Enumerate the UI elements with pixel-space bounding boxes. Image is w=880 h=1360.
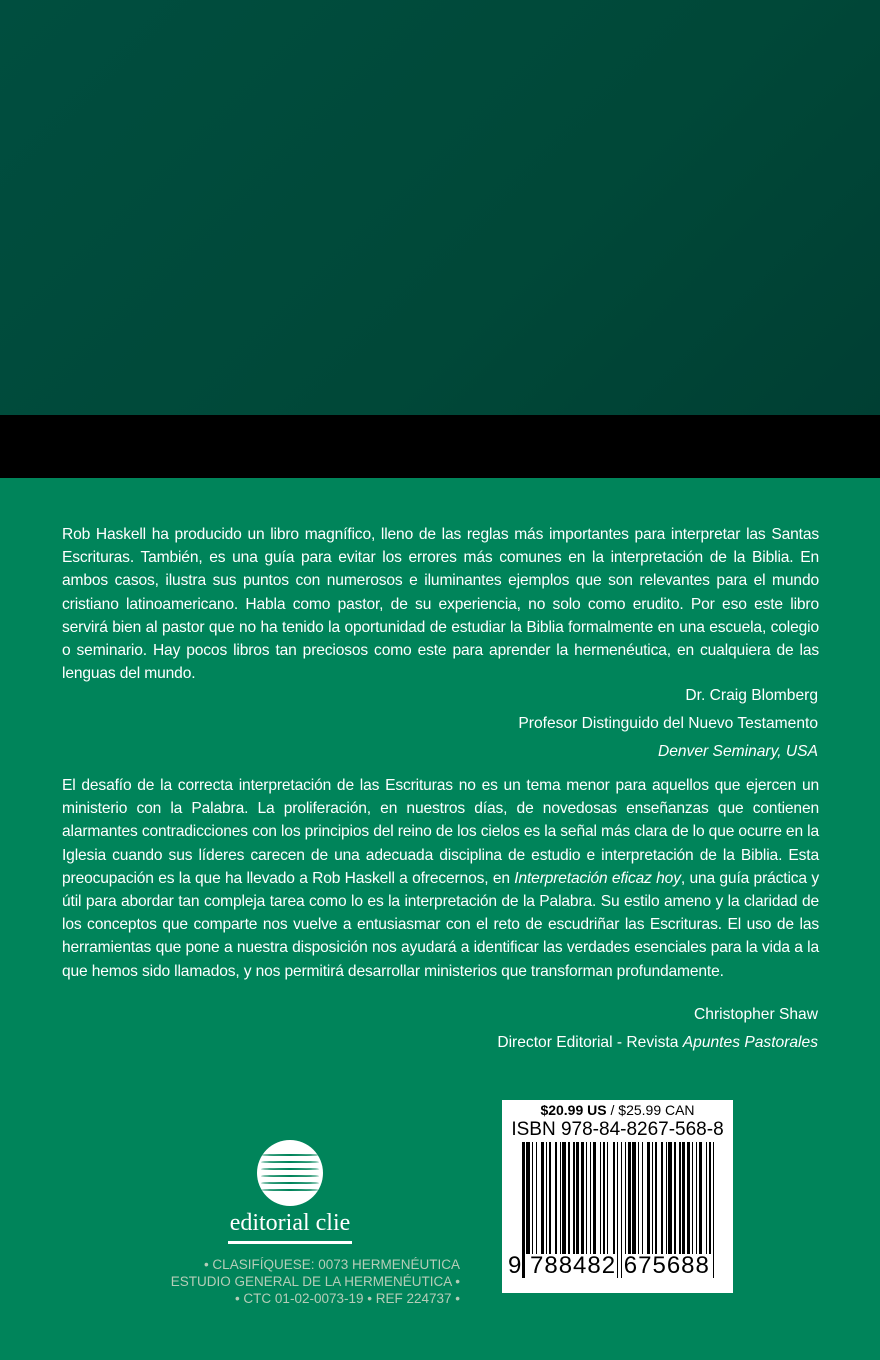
black-band bbox=[0, 415, 880, 478]
book-title: Interpretación eficaz hoy bbox=[514, 869, 681, 887]
endorsement-blomberg-text: Rob Haskell ha producido un libro magnífico, lleno de las reglas más importantes para interpretar las Santas Escrituras. También, es una guía para evitar los errores más comunes en la interpretación de la Biblia. En ambos casos, ilustra sus puntos con numerosos e iluminantes ejemplos que son relevantes para el mundo cristiano latinoamericano. Habla como pastor, de su experiencia, no solo como erudito. Por eso este libro servirá bien al pastor que no ha tenido la oportunidad de estudiar la Biblia formalmente en una escuela, colegio o seminario. Hay pocos libros tan preciosos como este para aprender la hermenéutica, en cualquiera de las lenguas del mundo. bbox=[62, 526, 819, 683]
barcode-bar bbox=[706, 1142, 707, 1254]
barcode-bar bbox=[647, 1142, 650, 1254]
barcode-bar bbox=[661, 1142, 662, 1254]
barcode-bar bbox=[590, 1142, 591, 1254]
barcode-bar bbox=[549, 1142, 552, 1254]
classification-line: • CLASIFÍQUESE: 0073 HERMENÉUTICA bbox=[203, 1257, 460, 1272]
classification-info bbox=[140, 1256, 460, 1307]
barcode-bar bbox=[560, 1142, 561, 1254]
text-part: , una guía práctica y útil para abordar tan compleja tarea como lo es la interpretación de la Palabra. Su estilo ameno y la claridad de los conceptos que comparte nos vuelve a entusiasmar con el reto de escudriñar las Escrituras. El uso de las herramientas que pone a nuestra disposición nos ayudará a identificar las verdades esenciales para la vida a la que hemos sido llamados, y nos permitirá desarrollar ministerios que transforman profundamente. bbox=[62, 869, 819, 980]
barcode-bar bbox=[699, 1142, 702, 1254]
barcode-bar bbox=[655, 1142, 658, 1254]
endorsement-blomberg-signature bbox=[518, 684, 818, 769]
publisher-logo bbox=[228, 1140, 352, 1244]
logo-underline bbox=[228, 1241, 352, 1244]
barcode-bar bbox=[568, 1142, 571, 1254]
price-us: $20.99 US bbox=[540, 1102, 607, 1118]
barcode-bar bbox=[532, 1142, 533, 1254]
barcode-bar bbox=[573, 1142, 574, 1254]
barcode-bar bbox=[607, 1142, 608, 1254]
text-part: El desafío de la correcta interpretación de las Escrituras no es un tema menor para aquellos que ejercen un ministerio con la Palabra. La proliferación, en nuestros días, de novedosas enseñanzas que contienen alarmantes contradicciones con los principios del reino de los cielos es la señal más clara de lo que ocurre en la Iglesia cuando sus líderes carecen de una adecuada disciplina de estudio e interpretación de la Biblia. Esta preocupación es la que ha llevado a Rob Haskell a ofrecernos, en bbox=[62, 777, 819, 887]
barcode-bar bbox=[682, 1142, 685, 1254]
barcode-bar bbox=[692, 1142, 693, 1254]
endorser-title: Profesor Distinguido del Nuevo Testamento bbox=[518, 715, 818, 733]
endorsement-shaw-text bbox=[62, 774, 819, 983]
barcode-bar bbox=[562, 1142, 566, 1254]
barcode-bar bbox=[581, 1142, 585, 1254]
barcode-bar bbox=[687, 1142, 691, 1254]
endorser-title: Director Editorial - Revista bbox=[497, 1034, 683, 1052]
barcode-bar bbox=[696, 1142, 697, 1254]
barcode-bar bbox=[576, 1142, 579, 1254]
open-book-globe-icon bbox=[257, 1140, 323, 1206]
endorser-institution: Denver Seminary, USA bbox=[657, 743, 818, 761]
barcode-bar bbox=[709, 1142, 712, 1254]
classification-line: • CTC 01-02-0073-19 • REF 224737 • bbox=[234, 1291, 460, 1306]
barcode-bar bbox=[593, 1142, 596, 1254]
barcode-bar bbox=[713, 1142, 714, 1278]
barcode-bar bbox=[632, 1142, 636, 1254]
barcode-bar bbox=[546, 1142, 547, 1254]
barcode-bar bbox=[536, 1142, 537, 1254]
barcode-bar bbox=[586, 1142, 587, 1254]
isbn-number: ISBN 978-84-8267-568-8 bbox=[511, 1119, 724, 1140]
endorser-name: Christopher Shaw bbox=[694, 1006, 818, 1023]
barcode-bar bbox=[613, 1142, 616, 1254]
barcode-bar bbox=[555, 1142, 556, 1254]
barcode-bar bbox=[642, 1142, 643, 1254]
barcode-bar bbox=[674, 1142, 677, 1254]
cover-top-panel bbox=[0, 0, 880, 415]
barcode-bar bbox=[541, 1142, 544, 1254]
endorsement-shaw-signature bbox=[497, 1003, 818, 1059]
barcode-digits: 9 788482 675688 bbox=[508, 1252, 710, 1279]
classification-line: ESTUDIO GENERAL DE LA HERMENÉUTICA • bbox=[170, 1274, 460, 1289]
barcode-bar bbox=[625, 1142, 626, 1254]
barcode-bar bbox=[638, 1142, 639, 1254]
isbn-barcode-box bbox=[502, 1100, 733, 1293]
endorser-name: Dr. Craig Blomberg bbox=[685, 687, 818, 704]
barcode-bar bbox=[603, 1142, 606, 1254]
barcode-bar bbox=[666, 1142, 667, 1254]
price bbox=[502, 1102, 733, 1118]
magazine-name: Apuntes Pastorales bbox=[682, 1034, 818, 1052]
barcode-bar bbox=[600, 1142, 601, 1254]
barcode-bar bbox=[526, 1142, 530, 1254]
barcode-bar bbox=[679, 1142, 680, 1254]
barcode-bar bbox=[668, 1142, 672, 1254]
barcode-bar bbox=[652, 1142, 653, 1254]
barcode-bar bbox=[628, 1142, 631, 1254]
publisher-name: editorial clie bbox=[229, 1210, 351, 1236]
price-can: / $25.99 CAN bbox=[606, 1102, 695, 1118]
